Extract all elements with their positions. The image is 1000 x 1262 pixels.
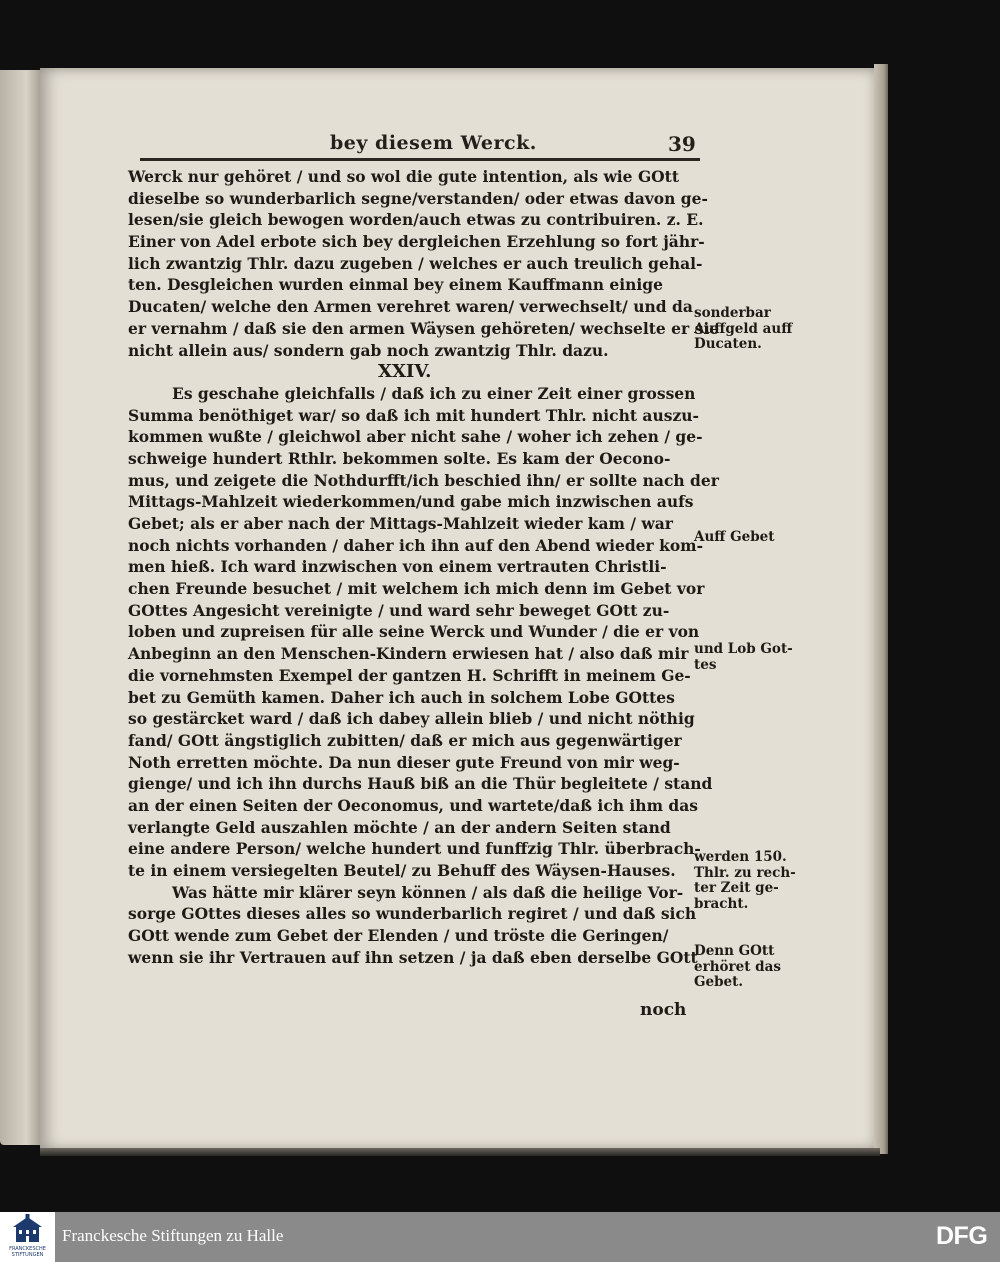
text-line: Einer von Adel erbote sich bey dergleichen Erzehlung so fort jähr- bbox=[128, 232, 705, 252]
catchword: noch bbox=[640, 1000, 687, 1020]
margin-note-line: Ducaten. bbox=[694, 336, 762, 352]
margin-note-line: Auffgeld auff bbox=[694, 320, 793, 337]
margin-note-line: Auff Gebet bbox=[694, 529, 775, 545]
text-line: nicht allein aus/ sondern gab noch zwantzig Thlr. dazu. bbox=[128, 340, 609, 360]
margin-note-line: bracht. bbox=[694, 895, 749, 912]
text-line: kommen wußte / gleichwol aber nicht sahe / woher ich zehen / ge- bbox=[128, 427, 703, 447]
margin-note-lob-gottes bbox=[694, 642, 793, 673]
text-line: ten. Desgleichen wurden einmal bey einem Kauffmann einige bbox=[128, 275, 663, 295]
text-line: Was hätte mir klärer seyn können / als daß die heilige Vor- bbox=[172, 882, 684, 902]
header-rule bbox=[140, 158, 700, 161]
text-line: loben und zupreisen für alle seine Werck und Wunder / die er von bbox=[128, 622, 700, 642]
margin-note-auffgeld bbox=[694, 306, 792, 353]
running-head: bey diesem Werck. bbox=[330, 132, 537, 154]
institution-logo[interactable] bbox=[0, 1212, 55, 1262]
margin-note-line: ter Zeit ge- bbox=[694, 880, 779, 896]
margin-note-line: erhöret das bbox=[694, 958, 781, 975]
margin-note-line: und Lob Got- bbox=[694, 641, 793, 657]
margin-note-line: Denn GOtt bbox=[694, 943, 775, 959]
text-line: verlangte Geld auszahlen möchte / an der andern Seiten stand bbox=[128, 817, 671, 837]
page-fore-edge bbox=[874, 64, 888, 1154]
text-line: Ducaten/ welche den Armen verehret waren/ verwechselt/ und da bbox=[128, 297, 693, 317]
margin-note-gebet bbox=[694, 530, 774, 546]
facing-page-edge bbox=[0, 70, 44, 1145]
page-number: 39 bbox=[668, 132, 696, 156]
text-line: Noth erretten möchte. Da nun dieser gute Freund von mir weg- bbox=[128, 752, 680, 772]
text-line: noch nichts vorhanden / daher ich ihn auf den Abend wieder kom- bbox=[128, 535, 703, 555]
margin-note-line: sonderbar bbox=[694, 305, 771, 321]
text-line: Es geschahe gleichfalls / daß ich zu einer Zeit einer grossen bbox=[172, 383, 696, 403]
dfg-logo[interactable]: DFG bbox=[936, 1222, 988, 1250]
body-text bbox=[128, 166, 720, 968]
text-line: GOtt wende zum Gebet der Elenden / und tröste die Geringen/ bbox=[128, 926, 669, 946]
text-line: die vornehmsten Exempel der gantzen H. Schrifft in meinem Ge- bbox=[128, 665, 691, 685]
text-line: wenn sie ihr Vertrauen auf ihn setzen / ja daß eben derselbe GOtt bbox=[128, 947, 698, 967]
margin-note-line: Thlr. zu rech- bbox=[694, 864, 796, 881]
section-number: XXIV. bbox=[378, 361, 432, 383]
text-line: schweige hundert Rthlr. bekommen solte. Es kam der Oecono- bbox=[128, 448, 671, 468]
text-line: sorge GOttes dieses alles so wunderbarlich regiret / und daß sich bbox=[128, 904, 697, 924]
margin-note-150-thlr bbox=[694, 850, 796, 912]
text-line: eine andere Person/ welche hundert und funffzig Thlr. überbrach- bbox=[128, 839, 701, 859]
orphanage-building-icon bbox=[0, 1212, 55, 1246]
text-line: er vernahm / daß sie den armen Wäysen gehöreten/ wechselte er sie bbox=[128, 318, 720, 338]
text-line: lich zwantzig Thlr. dazu zugeben / welches er auch treulich gehal- bbox=[128, 253, 703, 273]
text-line: dieselbe so wunderbarlich segne/verstanden/ oder etwas davon ge- bbox=[128, 188, 708, 208]
logo-caption: FRANCKESCHE STIFTUNGEN bbox=[9, 1246, 46, 1258]
margin-note-line: tes bbox=[694, 656, 717, 673]
text-line: Mittags-Mahlzeit wiederkommen/und gabe mich inzwischen aufs bbox=[128, 492, 694, 512]
margin-note-line: werden 150. bbox=[694, 849, 787, 865]
text-line: men hieß. Ich ward inzwischen von einem vertrauten Christli- bbox=[128, 557, 667, 577]
text-line: fand/ GOtt ängstiglich zubitten/ daß er mich aus gegenwärtiger bbox=[128, 730, 682, 750]
text-line: lesen/sie gleich bewogen worden/auch etwas zu contribuiren. z. E. bbox=[128, 210, 704, 230]
text-line: gienge/ und ich ihn durchs Hauß biß an die Thür begleitete / stand bbox=[128, 774, 713, 794]
text-line: bet zu Gemüth kamen. Daher ich auch in solchem Lobe GOttes bbox=[128, 687, 675, 707]
text-line: Werck nur gehöret / und so wol die gute intention, als wie GOtt bbox=[128, 167, 679, 186]
text-line: Gebet; als er aber nach der Mittags-Mahlzeit wieder kam / war bbox=[128, 514, 673, 533]
text-line: te in einem versiegelten Beutel/ zu Behuff des Wäysen-Hauses. bbox=[128, 861, 676, 880]
text-line: an der einen Seiten der Oeconomus, und wartete/daß ich ihm das bbox=[128, 795, 698, 815]
margin-note-line: Gebet. bbox=[694, 974, 744, 990]
text-line: mus, und zeigete die Nothdurfft/ich beschied ihn/ er sollte nach der bbox=[128, 470, 719, 490]
text-line: so gestärcket ward / daß ich dabey allein blieb / und nicht nöthig bbox=[128, 709, 695, 729]
text-line: Anbeginn an den Menschen-Kindern erwiesen hat / also daß mir bbox=[128, 644, 689, 664]
institution-name[interactable]: Franckesche Stiftungen zu Halle bbox=[62, 1226, 284, 1245]
text-line: GOttes Angesicht vereinigte / und ward sehr beweget GOtt zu- bbox=[128, 600, 670, 620]
footer-bar bbox=[0, 1212, 1000, 1262]
text-line: chen Freunde besuchet / mit welchem ich mich denn im Gebet vor bbox=[128, 579, 705, 599]
margin-note-erhoeret bbox=[694, 944, 781, 991]
text-line: Summa benöthiget war/ so daß ich mit hundert Thlr. nicht auszu- bbox=[128, 405, 699, 425]
page-shadow bbox=[40, 1148, 880, 1156]
